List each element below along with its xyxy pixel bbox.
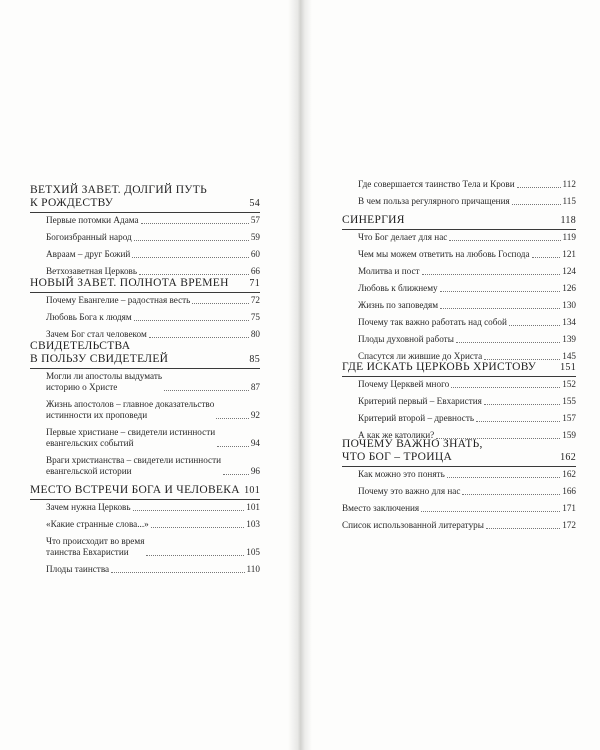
- toc-entry[interactable]: [342, 179, 576, 190]
- toc-entry[interactable]: [30, 249, 260, 260]
- toc-entry-title: Почему так важно работать над собой: [358, 317, 507, 327]
- dot-leader: [440, 308, 560, 309]
- toc-entry[interactable]: [342, 266, 576, 277]
- section-heading-text: СВИДЕТЕЛЬСТВА В ПОЛЬЗУ СВИДЕТЕЛЕЙ: [30, 340, 169, 365]
- toc-entry-title: Плоды духовной работы: [358, 334, 454, 344]
- toc-entry[interactable]: [342, 300, 576, 311]
- section-rule: [30, 368, 260, 369]
- dot-leader: [111, 572, 244, 573]
- section-heading[interactable]: [30, 184, 260, 210]
- section-entries: [30, 295, 260, 340]
- section-rule: [30, 212, 260, 213]
- toc-entry[interactable]: [30, 215, 260, 226]
- toc-entry-page: 139: [562, 334, 576, 344]
- section-heading-page: 85: [249, 354, 260, 365]
- dot-leader: [484, 404, 560, 405]
- toc-entry-page: 121: [562, 249, 576, 259]
- toc-entry-page: 171: [562, 503, 576, 513]
- toc-entry-page: 66: [250, 266, 260, 276]
- section-heading-text: НОВЫЙ ЗАВЕТ. ПОЛНОТА ВРЕМЕН: [30, 277, 229, 289]
- toc-entry[interactable]: [30, 502, 260, 513]
- toc-entry[interactable]: [342, 520, 576, 531]
- toc-entry-page: 124: [562, 266, 576, 276]
- toc-entry[interactable]: [342, 249, 576, 260]
- section-heading-page: 118: [560, 215, 576, 226]
- toc-entry-page: 112: [562, 179, 576, 189]
- toc-entry-page: 72: [250, 295, 260, 305]
- toc-entry[interactable]: [342, 283, 576, 294]
- toc-entry-page: 157: [562, 413, 576, 423]
- section-heading-text: ВЕТХИЙ ЗАВЕТ. ДОЛГИЙ ПУТЬ К РОЖДЕСТВУ: [30, 184, 207, 209]
- toc-entry-title: Первые потомки Адама: [46, 215, 139, 225]
- toc-entry-page: 105: [246, 547, 260, 557]
- toc-entry[interactable]: [30, 399, 260, 421]
- toc-entry-title: Первые христиане – свидетели истинности евангельских событий: [46, 427, 216, 448]
- section-heading-text: СИНЕРГИЯ: [342, 214, 405, 226]
- toc-section: [30, 340, 260, 483]
- dot-leader: [486, 528, 560, 529]
- toc-entry[interactable]: [342, 396, 576, 407]
- toc-entry[interactable]: [342, 486, 576, 497]
- toc-entry-title: Что Бог делает для нас: [358, 232, 448, 242]
- section-heading-text: ГДЕ ИСКАТЬ ЦЕРКОВЬ ХРИСТОВУ: [342, 361, 537, 373]
- toc-entry[interactable]: [342, 469, 576, 480]
- toc-entry-page: 119: [562, 232, 576, 242]
- toc-entry[interactable]: [30, 266, 260, 277]
- dot-leader: [456, 342, 560, 343]
- toc-entry-page: 75: [250, 312, 260, 322]
- section-heading[interactable]: [342, 438, 576, 464]
- section-rule: [342, 229, 576, 230]
- toc-entry-title: Спасутся ли жившие до Христа: [358, 351, 483, 361]
- left-page: [0, 0, 288, 750]
- toc-entry-title: Богоизбранный народ: [46, 232, 132, 242]
- toc-section: [30, 184, 260, 283]
- dot-leader: [134, 320, 249, 321]
- section-entries: [342, 379, 576, 441]
- dot-leader: [476, 421, 560, 422]
- right-page: [312, 0, 600, 750]
- toc-entry-title: Зачем Бог стал человеком: [46, 329, 147, 339]
- section-entries: [30, 215, 260, 277]
- dot-leader: [462, 494, 560, 495]
- toc-entry[interactable]: [30, 519, 260, 530]
- dot-leader: [422, 274, 561, 275]
- toc-entry-page: 134: [562, 317, 576, 327]
- toc-entry[interactable]: [30, 329, 260, 340]
- dot-leader: [447, 477, 560, 478]
- toc-entry[interactable]: [342, 413, 576, 424]
- section-entries: [342, 232, 576, 362]
- dot-leader: [133, 510, 245, 511]
- section-rule: [342, 376, 576, 377]
- toc-entry-page: 103: [246, 519, 260, 529]
- section-rule: [342, 466, 576, 467]
- toc-section: [342, 214, 576, 368]
- dot-leader: [223, 474, 249, 475]
- dot-leader: [512, 204, 561, 205]
- section-entries: [30, 502, 260, 575]
- dot-leader: [532, 257, 561, 258]
- section-heading[interactable]: [342, 214, 576, 227]
- toc-entry-title: Зачем нужна Церковь: [46, 502, 131, 512]
- closing-entries: [342, 502, 576, 537]
- toc-entry-page: 152: [562, 379, 576, 389]
- toc-entry-title: Могли ли апостолы выдумать историю о Христе: [46, 371, 163, 392]
- dot-leader: [164, 390, 249, 391]
- toc-entry-page: 57: [250, 215, 260, 225]
- section-entries: [342, 469, 576, 497]
- section-rule: [30, 499, 260, 500]
- toc-entry-title: А как же католики?: [358, 430, 435, 440]
- toc-entry-page: 159: [562, 430, 576, 440]
- toc-entry-page: 96: [250, 466, 260, 476]
- dot-leader: [451, 387, 560, 388]
- dot-leader: [149, 337, 249, 338]
- toc-section: [342, 438, 576, 503]
- section-heading-page: 71: [249, 278, 260, 289]
- section-heading[interactable]: [30, 484, 260, 497]
- toc-entry-title: Любовь к ближнему: [358, 283, 438, 293]
- dot-leader: [217, 446, 249, 447]
- toc-entry-title: Список использованной литературы: [342, 520, 484, 530]
- book-gutter: [288, 0, 312, 750]
- dot-leader: [421, 511, 560, 512]
- toc-entry-title: Молитва и пост: [358, 266, 420, 276]
- section-heading-page: 151: [560, 362, 576, 373]
- toc-entry-page: 155: [562, 396, 576, 406]
- toc-entry-title: Критерий второй – древность: [358, 413, 475, 423]
- toc-entry-title: Почему Церквей много: [358, 379, 450, 389]
- section-entries: [30, 371, 260, 477]
- toc-entry[interactable]: [342, 232, 576, 243]
- toc-entry[interactable]: [30, 536, 260, 558]
- dot-leader: [134, 240, 249, 241]
- toc-entry[interactable]: [30, 427, 260, 449]
- dot-leader: [146, 555, 244, 556]
- toc-entry[interactable]: [30, 312, 260, 323]
- toc-entry[interactable]: [30, 371, 260, 393]
- toc-entry[interactable]: [342, 379, 576, 390]
- section-heading-page: 101: [244, 485, 260, 496]
- toc-entry-title: Почему это важно для нас: [358, 486, 461, 496]
- toc-entry-title: Жизнь по заповедям: [358, 300, 439, 310]
- section-heading[interactable]: [30, 340, 260, 366]
- toc-entry-title: В чем польза регулярного причащения: [358, 196, 510, 206]
- toc-entry-title: Вместо заключения: [342, 503, 420, 513]
- section-heading[interactable]: [30, 277, 260, 290]
- dot-leader: [141, 223, 249, 224]
- toc-entry[interactable]: [342, 317, 576, 328]
- toc-entry-page: 60: [250, 249, 260, 259]
- toc-entry-title: Плоды таинства: [46, 564, 110, 574]
- continued-entries: [342, 178, 576, 213]
- toc-entry-page: 80: [250, 329, 260, 339]
- toc-entry[interactable]: [30, 232, 260, 243]
- toc-entry-page: 94: [250, 438, 260, 448]
- dot-leader: [132, 257, 248, 258]
- toc-entry[interactable]: [30, 455, 260, 477]
- toc-entry-title: Жизнь апостолов – главное доказательство истинности их проповеди: [46, 399, 215, 420]
- section-heading-page: 54: [249, 198, 260, 209]
- toc-entry[interactable]: [342, 334, 576, 345]
- toc-entry-title: Где совершается таинство Тела и Крови: [358, 179, 515, 189]
- toc-entry[interactable]: [30, 564, 260, 575]
- dot-leader: [139, 274, 249, 275]
- dot-leader: [192, 303, 248, 304]
- dot-leader: [216, 418, 249, 419]
- section-heading-text: ПОЧЕМУ ВАЖНО ЗНАТЬ, ЧТО БОГ – ТРОИЦА: [342, 438, 483, 463]
- toc-entry-title: Критерий первый – Евхаристия: [358, 396, 482, 406]
- toc-section: [30, 484, 260, 581]
- dot-leader: [449, 240, 560, 241]
- toc-entry-title: Почему Евангелие – радостная весть: [46, 295, 191, 305]
- section-heading[interactable]: [342, 361, 576, 374]
- toc-entry-page: 59: [250, 232, 260, 242]
- toc-entry-title: Авраам – друг Божий: [46, 249, 131, 259]
- toc-entry-page: 126: [562, 283, 576, 293]
- toc-section: [30, 277, 260, 346]
- toc-entry-title: Враги христианства – свидетели истинности евангельской истории: [46, 455, 222, 476]
- toc-entry-page: 145: [562, 351, 576, 361]
- section-heading-text: МЕСТО ВСТРЕЧИ БОГА И ЧЕЛОВЕКА: [30, 484, 240, 496]
- toc-entry-title: Любовь Бога к людям: [46, 312, 132, 322]
- toc-entry-title: Ветхозаветная Церковь: [46, 266, 138, 276]
- dot-leader: [151, 527, 244, 528]
- toc-entry-page: 87: [250, 382, 260, 392]
- section-heading-page: 162: [560, 452, 576, 463]
- dot-leader: [484, 359, 560, 360]
- toc-entry-page: 130: [562, 300, 576, 310]
- dot-leader: [517, 187, 561, 188]
- toc-entry-page: 92: [250, 410, 260, 420]
- toc-entry-title: Чем мы можем ответить на любовь Господа: [358, 249, 530, 259]
- toc-entry[interactable]: [30, 295, 260, 306]
- toc-entry-page: 115: [562, 196, 576, 206]
- toc-entry-title: Как можно это понять: [358, 469, 445, 479]
- toc-section: [342, 361, 576, 447]
- toc-entry-page: 101: [246, 502, 260, 512]
- toc-entry-page: 162: [562, 469, 576, 479]
- toc-entry-page: 166: [562, 486, 576, 496]
- dot-leader: [509, 325, 560, 326]
- toc-entry[interactable]: [342, 503, 576, 514]
- toc-entry-title: «Какие странные слова...»: [46, 519, 149, 529]
- toc-entry-title: Что происходит во время таинства Евхаристии: [46, 536, 145, 557]
- toc-entry-page: 110: [246, 564, 260, 574]
- toc-entry-page: 172: [562, 520, 576, 530]
- toc-entry[interactable]: [342, 196, 576, 207]
- section-rule: [30, 292, 260, 293]
- dot-leader: [440, 291, 561, 292]
